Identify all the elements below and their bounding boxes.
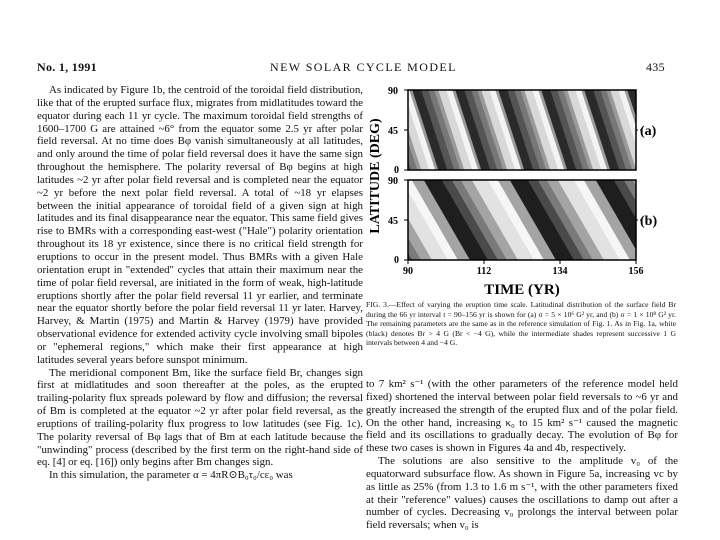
panel-a-plot	[408, 90, 636, 170]
paragraph: As indicated by Figure 1b, the centroid of the toroidal field distribution, like that of the erupted surface flux, migrates from midlatitudes toward the equator during each 11 yr cycle. The maximum toroidal field strengths of 1600–1700 G are attained ~6° from the equator some 2.5 yr after polar field reversal. At no time does Bφ vanish simultaneously at all latitudes, and only around the time of polar field reversal does it have the same sign throughout the hemisphere. The polarity reversal of Bφ begins at high latitudes ~2 yr after polar field reversal and is completed near the equator ~2 yr before the next polar field reversal. A total of ~18 yr elapses between the initial appearance of toroidal field of a given sign at high latitudes and its final disappearance near the equator. This same field gives rise to BMRs with a corresponding east-west ("Hale") polarity orientation throughout its 18 yr existence, since there is no critical field strength for eruptions to occur in the present model. Thus BMRs with a given Hale orientation erupt in "extended" cycles that attain their maximum near the time of polar field reversal, are initiated in the form of weak, high-latitude eruptions shortly after the polar field reversal 11 yr earlier, and terminate near the equator shortly before the polar field reversal 11 yr later. Harvey, Harvey, & Martin (1975) and Martin & Harvey (1979) have provided observational evidence for extended activity cycle involving small bipoles or "ephemeral regions," which make their first appearance at high latitudes several years before sunspot minimum.	[37, 84, 363, 366]
left-column	[37, 84, 363, 482]
y-axis-label: LATITUDE (DEG)	[368, 118, 383, 234]
page-number: 435	[646, 60, 665, 74]
panel-b-ytick: 0	[394, 255, 399, 266]
paragraph: to 7 km² s⁻¹ (with the other parameters of the reference model held fixed) shortened the interval between polar field reversals to ~6 yr and greatly increased the strength of the erupted flux and of the polar field. On the other hand, increasing κ₀ to 15 km² s⁻¹ caused the magnetic field and its oscillations to gradually decay. The evolution of Bφ for these two cases is shown in Figures 4a and 4b, respectively.	[366, 378, 678, 455]
panel-b-ytick: 45	[388, 216, 398, 227]
x-tick-label: 134	[552, 266, 568, 277]
journal-issue: No. 1, 1991	[37, 60, 97, 74]
x-axis-label: TIME (YR)	[484, 282, 560, 298]
panel-a-ytick: 0	[394, 165, 399, 176]
panel-b-label: (b)	[640, 214, 658, 229]
figure-caption: FIG. 3.—Effect of varying the eruption time scale. Latitudinal distribution of the surface field Br during the 66 yr interval t = 90–156 yr is shown for (a) σ = 5 × 10⁶ G² yr, and (b) σ = 1 × 10⁸ G² yr. The remaining parameters are the same as in the reference simulation of Fig. 1. As in Fig. 1a, white (black) denotes Br > 4 G (Br < −4 G), while the intermediate shades represent successive 1 G intervals between 4 and −4 G.	[366, 300, 676, 348]
running-title: NEW SOLAR CYCLE MODEL	[270, 60, 457, 74]
x-tick-label: 156	[628, 266, 644, 277]
panel-a-ytick: 45	[388, 126, 398, 137]
panel-a-label: (a)	[640, 124, 657, 139]
paragraph: The meridional component Bm, like the surface field Br, changes sign first at midlatitudes and soon thereafter at the poles, as the erupted trailing-polarity flux spreads poleward by flow and diffusion; the reversal of Bm is completed at the equator ~2 yr after polar field reversal, as the eruptions of trailing-polarity flux progress to low latitudes (see Fig. 1c). The polarity reversal of Bφ lags that of Bm at each latitude because the "unwinding" process (described by the first term on the right-hand side of eq. [4] or eq. [16]) only begins after Bm changes sign.	[37, 366, 363, 469]
x-tick-label: 112	[476, 266, 492, 277]
panel-b-plot	[408, 180, 636, 260]
paragraph: In this simulation, the parameter α = 4πR⊙B₀τ₀/cε₀ was	[49, 469, 293, 482]
paragraph: The solutions are also sensitive to the amplitude v₀ of the equatorward subsurface flow. As shown in Figure 5a, increasing vc by as little as 25% (from 1.3 to 1.6 m s⁻¹, with the other parameters fixed at their "reference" values) causes the oscillations to damp out after a number of cycles. Decreasing v₀ prolongs the interval between polar field reversals; when v₀ is	[366, 455, 678, 532]
panel-b-ytick: 90	[388, 176, 398, 187]
figure-3-butterfly-diagram	[366, 80, 666, 302]
x-tick-label: 90	[403, 266, 413, 277]
panel-a-ytick: 90	[388, 86, 398, 97]
right-column	[366, 378, 678, 532]
